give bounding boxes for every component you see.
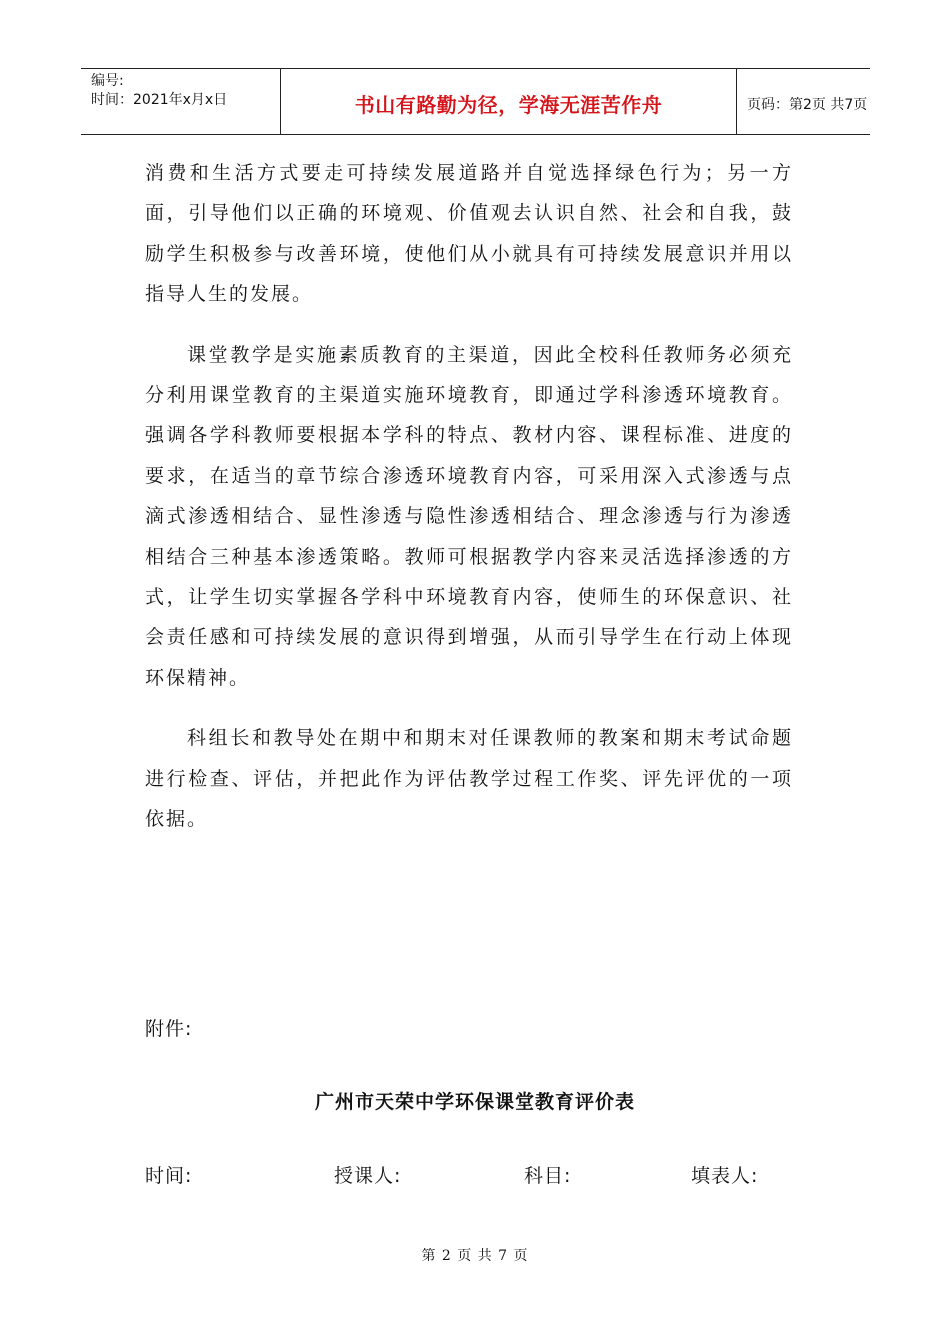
form-field-time: 时间: [145, 1165, 193, 1187]
form-field-subject: 科目: [524, 1165, 572, 1187]
header-motto: 书山有路勤为径，学海无涯苦作舟 [354, 93, 663, 117]
body-paragraph-1: 消费和生活方式要走可持续发展道路并自觉选择绿色行为；另一方面，引导他们以正确的环境观、价值观去认识自然、社会和自我，鼓励学生积极参与改善环境，使他们从小就具有可持续发展意识并用以指导人生的发展。 [145, 162, 793, 306]
page-footer-number: 第 2 页 共 7 页 [421, 1248, 529, 1264]
attachment-label: 附件: [145, 1018, 193, 1040]
header-motto-cell [281, 69, 737, 134]
header-page-code: 页码：第2页 共7页 [747, 96, 868, 113]
page-header [81, 68, 870, 135]
document-body [145, 153, 793, 840]
form-field-lecturer: 授课人: [334, 1165, 402, 1187]
body-paragraph-2: 课堂教学是实施素质教育的主渠道，因此全校科任教师务必须充分利用课堂教育的主渠道实施环境教育，即通过学科渗透环境教育。强调各学科教师要根据本学科的特点、教材内容、课程标准、进度的要求，在适当的章节综合渗透环境教育内容，可采用深入式渗透与点滴式渗透相结合、显性渗透与隐性渗透相结合、理念渗透与行为渗透相结合三种基本渗透策略。教师可根据教学内容来灵活选择渗透的方式，让学生切实掌握各学科中环境教育内容，使师生的环保意识、社会责任感和可持续发展的意识得到增强，从而引导学生在行动上体现环保精神。 [145, 343, 793, 689]
body-paragraph-3: 科组长和教导处在期中和期末对任课教师的教案和期末考试命题进行检查、评估，并把此作为评估教学过程工作奖、评先评优的一项依据。 [145, 727, 793, 831]
header-meta [81, 69, 281, 134]
document-number-label: 编号: [91, 73, 124, 89]
evaluation-form-title: 广州市天荣中学环保课堂教育评价表 [314, 1091, 635, 1113]
form-field-filler: 填表人: [691, 1165, 759, 1187]
document-date-label: 时间：2021年x月x日 [91, 92, 228, 108]
